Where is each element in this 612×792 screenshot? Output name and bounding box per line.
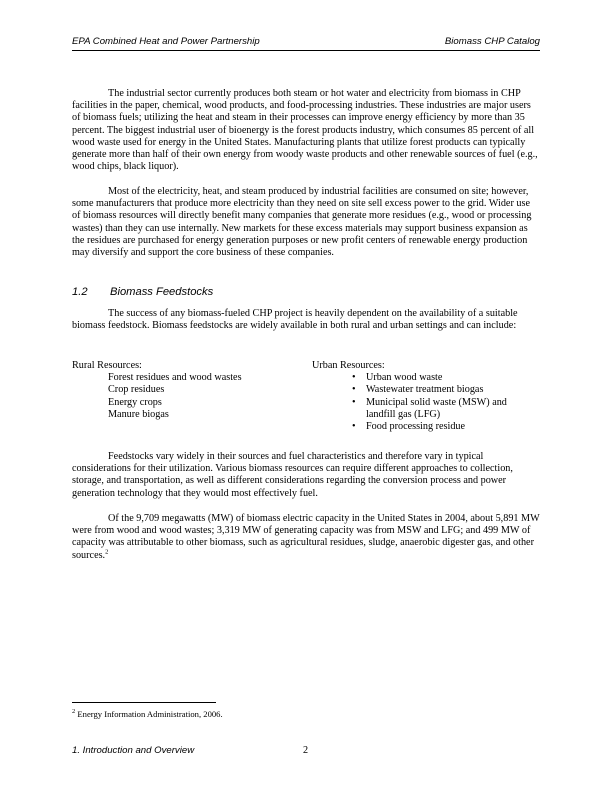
list-item-text: Urban wood waste: [366, 372, 443, 384]
footnote-text: Energy Information Administration, 2006.: [77, 709, 223, 719]
header-left-title: EPA Combined Heat and Power Partnership: [72, 36, 260, 47]
urban-resources-column: [312, 360, 540, 433]
list-item: [312, 372, 526, 384]
bullet-icon: •: [352, 421, 356, 433]
header-right-title: Biomass CHP Catalog: [444, 36, 540, 47]
rural-resources-column: [72, 360, 292, 421]
list-item: Energy crops: [108, 396, 162, 408]
paragraph-industrial-sector: The industrial sector currently produces both steam or hot water and electricity from biomass in CHP facilities in the paper, chemical, wood products, and food-processing industries. These industries are major users of biomass fuels; utilizing the heat and steam in their processes can improve energy efficiency by more than 35 percent. The biggest industrial user of bioenergy is the forest products industry, which consumes 85 percent of all wood waste used for energy in the United States. Manufacturing plants that utilize forest products can typically generate more than half of their own energy from woody waste products and other renewable sources of fuel (e.g., wood chips, black liquor).: [72, 88, 538, 173]
bullet-icon: •: [352, 372, 356, 384]
paragraph-feedstock-availability: The success of any biomass-fueled CHP project is heavily dependent on the availability of a suitable biomass feedstock. Biomass feedstocks are widely available in both rural and urban settings and can include:: [72, 308, 518, 332]
page-header: [72, 36, 540, 51]
rural-resources-title: Rural Resources:: [72, 360, 142, 371]
urban-resources-list: [312, 372, 540, 433]
bullet-icon: •: [352, 396, 356, 408]
list-item-text: Food processing residue: [366, 421, 466, 433]
paragraph-feedstock-variation: Feedstocks vary widely in their sources and fuel characteristics and therefore vary in typical considerations for their utilization. Various biomass resources can require different approaches to collection, storage, and transportation, as well as different considerations regarding the conversion process and power generation technology that they would most effectively fuel.: [72, 451, 513, 499]
list-item: [312, 421, 526, 433]
footnote-divider: [72, 702, 216, 703]
rural-resources-list: [72, 372, 292, 421]
list-item: [312, 384, 526, 396]
page-number: 2: [303, 745, 309, 756]
urban-resources-title: Urban Resources:: [312, 360, 385, 371]
footer-chapter-title: 1. Introduction and Overview: [72, 745, 195, 756]
list-item: Crop residues: [108, 384, 165, 396]
list-item: Manure biogas: [108, 408, 169, 420]
paragraph-biomass-capacity-text: Of the 9,709 megawatts (MW) of biomass electric capacity in the United States in 2004, about 5,891 MW were from wood and wood wastes; 3,319 MW of generating capacity was from MSW and LFG; and 499 MW of capacity was attributable to other biomass, such as agricultural residues, sludge, anaerobic digester gas, and other sources.: [72, 513, 540, 561]
paragraph-biomass-capacity: [72, 513, 540, 562]
footnote-reference[interactable]: 2: [105, 548, 109, 556]
paragraph-electricity-use: Most of the electricity, heat, and steam produced by industrial facilities are consumed on site; however, some manufacturers that produce more electricity than they need on site sell excess power to the grid. Wider use of biomass resources will directly benefit many companies that generate more residues (e.g., wood or processing wastes) than they can use internally. New markets for these excess materials may support business expansion as the residues are purchased for energy generation purposes or new profit centers of renewable energy production may diversify and support the core business of these companies.: [72, 186, 532, 259]
list-item: [312, 397, 526, 421]
section-number: 1.2: [72, 286, 88, 298]
list-item: Forest residues and wood wastes: [108, 372, 242, 384]
footnote-mark: 2: [72, 708, 76, 716]
list-item-text: Wastewater treatment biogas: [366, 384, 484, 396]
list-item-text: Municipal solid waste (MSW) and landfill gas (LFG): [366, 396, 507, 420]
section-title: Biomass Feedstocks: [110, 286, 214, 298]
footnote: [72, 709, 223, 719]
bullet-icon: •: [352, 384, 356, 396]
